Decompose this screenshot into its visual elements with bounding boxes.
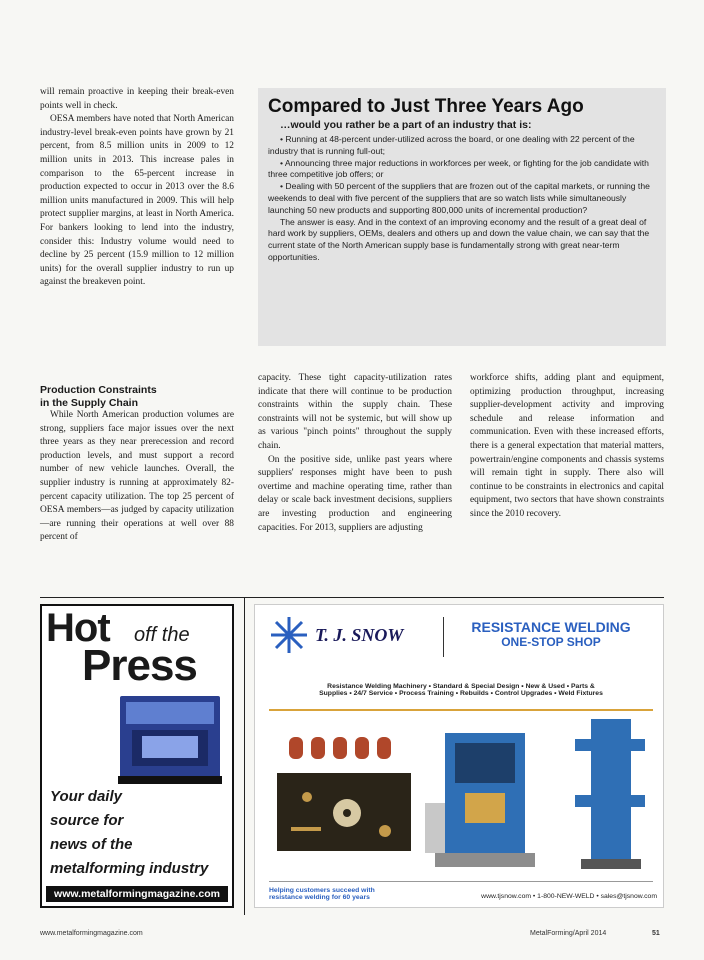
ad-tagline: metalforming industry	[50, 860, 209, 877]
snowflake-logo-icon	[269, 615, 309, 655]
sidebar-closing: The answer is easy. And in the context of an improving economy and the result of a great deal of hard work by suppliers, OEMs, dealers and others up and down the value chain, we can say that the current state of the North American supply base is fundamentally strong with great near-term opportunities.	[268, 216, 650, 262]
paragraph: will remain proactive in keeping their break-even points well in check.	[40, 87, 234, 111]
tj-contact[interactable]: www.tjsnow.com • 1-800-NEW-WELD • sales@tjsnow.com	[481, 893, 657, 900]
footer-url[interactable]: www.metalformingmagazine.com	[40, 930, 143, 937]
ad-tagline: source for	[50, 812, 124, 829]
welding-machine-image	[425, 723, 555, 871]
section-heading-line-1: Production Constraints	[40, 384, 157, 396]
paragraph: capacity. These tight capacity-utilization rates indicate that there will continue to be production constraints within the supply chain. These constraints will not be systemic, but will show up as various "pinch points" throughout the supply chain.	[258, 373, 452, 451]
paragraph: While North American production volumes are strong, suppliers face major issues over the next three years as they near prerecession and record production levels, and must support a record number of new vehicle launches. Overall, the supplier industry is running at approximately 82-percent capacity utilization. The top 25 percent of OESA members—as judged by capacity utilization—are running their operations at well over 88 percent of	[40, 410, 234, 543]
column-1-section	[40, 384, 234, 545]
ad-tagline: Your daily	[50, 788, 122, 805]
tj-brand-name: T. J. SNOW	[315, 625, 404, 645]
footer-issue: MetalForming/April 2014	[530, 930, 607, 937]
sidebar-bullet: • Running at 48-percent under-utilized across the board, or one dealing with 22 percent of the industry that is running full-out;	[268, 134, 635, 156]
tj-services	[269, 683, 653, 697]
divider	[269, 881, 653, 882]
paragraph: workforce shifts, adding plant and equipment, optimizing production throughput, increasing supplier-development activity and improving schedule and release information and communication. Even with these increased efforts, there is a general expectation that material matters, powertrain/engine components and chassis systems will remain tight in supply. There also will continue to be constraints in electronics and capital equipment, two sectors that have shown constraints since the 2010 recovery.	[470, 373, 664, 519]
tj-headline-line-1: RESISTANCE WELDING	[471, 619, 631, 635]
sidebar-title: Compared to Just Three Years Ago	[268, 96, 584, 117]
paragraph: OESA members have noted that North American industry-level break-even points have grown by 21 percent, from 8.5 million units in 2009 to 12 million units in 2013. This increase pales in comparison to the 65-percent increase in production expected to occur in 2013 over the 8.6 million units manufactured in 2009. This will help protect supplier margins, at least in North America. For bankers looking to lend into the industry, consider this: Industry volume would need to decline by 25 percent (15.9 million to 12 million units) for the overall supplier industry to run up against the breakeven point.	[40, 114, 234, 288]
hot-off-the-press-ad[interactable]	[40, 604, 234, 908]
divider	[40, 597, 664, 598]
section-body	[40, 409, 234, 545]
parts-photo	[277, 773, 411, 851]
tj-caption: Helping customers succeed with resistance welding for 60 years	[269, 887, 375, 901]
paragraph: On the positive side, unlike past years where suppliers' responses might have been to push overtime and machine operating time, rather than delay or scale back investment decisions, suppliers are investing production and engineering capacities. For 2013, suppliers are adjusting	[258, 454, 452, 533]
page-number: 51	[652, 930, 660, 937]
column-2	[258, 372, 452, 535]
electrode-tips-image	[285, 731, 395, 763]
tj-services-line-2: Supplies • 24/7 Service • Process Training • Rebuilds • Control Upgrades • Weld Fixtures	[319, 690, 603, 697]
spot-welder-image	[571, 709, 651, 871]
ad-off-the-text: off the	[134, 624, 190, 646]
sidebar-bullet: • Dealing with 50 percent of the suppliers that are frozen out of the capital markets, or running the weekends to deal with five percent of the suppliers that are so watch lists while simultaneously launching 50 new products and supporting 800,000 units of incremental production?	[268, 181, 650, 215]
section-heading-line-2: in the Supply Chain	[40, 396, 139, 409]
sidebar-box	[258, 88, 666, 346]
divider	[244, 597, 245, 915]
tj-headline	[451, 619, 651, 649]
column-1-top	[40, 86, 234, 290]
ad-hot-text: Hot	[46, 606, 110, 650]
press-machine-icon	[112, 690, 228, 786]
tj-headline-line-2: ONE-STOP SHOP	[501, 635, 601, 649]
ad-tagline: news of the	[50, 836, 133, 853]
ad-url-link[interactable]: www.metalformingmagazine.com	[46, 886, 228, 902]
section-heading	[40, 384, 234, 409]
divider	[443, 617, 444, 657]
tj-snow-ad[interactable]	[254, 604, 664, 908]
ad-press-text: Press	[82, 641, 197, 690]
sidebar-subtitle: …would you rather be a part of an industry that is:	[280, 119, 532, 131]
column-3	[470, 372, 664, 522]
tj-services-line-1: Resistance Welding Machinery • Standard & Special Design • New & Used • Parts &	[327, 683, 595, 690]
sidebar-bullet: • Announcing three major reductions in workforces per week, or fighting for the job candidate with three competitive job offers; or	[268, 157, 649, 180]
